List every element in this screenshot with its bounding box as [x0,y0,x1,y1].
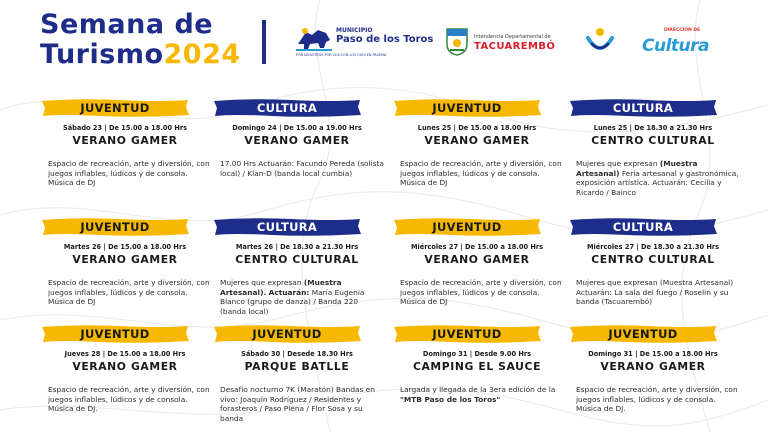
category-label: JUVENTUD [80,101,150,115]
event-date-time: Lunes 25 | De 18.30 a 21.30 Hrs [593,124,713,132]
event-description [48,159,213,188]
category-banner [212,97,362,119]
category-banner [568,216,718,238]
category-label: JUVENTUD [432,220,502,234]
figure-logo [582,24,618,60]
description-text: Mujeres que expresan (Muestra Artesanal) Actuarán: La sala del fuego / Roselin y su banda (Tacuarembó) [576,278,734,307]
coat-of-arms-icon [446,26,468,56]
description-text: Largada y llegada de la 3era edición de la [400,385,556,394]
event-date-time: Sábado 30 | Desede 18.30 Hrs [241,350,353,358]
description-text: Espacio de recreación, arte y diversión, con juegos inflables, lúdicos y de consola. Música de DJ [48,278,210,307]
event-date-time: Miércoles 27 | De 15.00 a 18.00 Hrs [410,243,544,251]
description-bold-text: (Muestra Artesanal) [576,159,698,178]
description-text: María Eugenia Blanco (grupo de danza) / Banda 220 (banda local) [220,287,365,316]
logo-cultura-word: Cultura [642,36,709,56]
description-text: Espacio de recreación, arte y diversión, con juegos inflables, lúdicos y de consola. Música de DJ. [576,385,738,414]
event-name: VERANO GAMER [424,253,530,266]
category-label: JUVENTUD [432,101,502,115]
category-label: JUVENTUD [252,327,322,341]
event-description [220,159,385,178]
description-text: Espacio de recreación, arte y diversión, con juegos inflables, lúdicos y de consola. Música de DJ. [48,385,210,414]
category-banner [40,216,190,238]
category-banner [212,323,362,345]
event-description [220,385,385,423]
event-description [48,278,213,307]
event-description [400,385,565,404]
event-name: PARQUE BATLLE [244,360,350,373]
category-label: CULTURA [612,220,674,234]
description-text: Desafío nocturno 7K (Maratón) Bandas en vivo: Joaquín Rodríguez / Residentes y forasteros / Paso Plena / Flor Sosa y su banda [220,385,375,423]
event-date-time: Domingo 24 | De 15.00 a 19.00 Hrs [232,124,362,132]
header-divider [262,20,266,64]
event-date-time: Sábado 23 | De 15.00 a 18.00 Hrs [62,124,188,132]
logo-intendencia-label: Intendencia Departamental de [474,34,551,40]
event-date-time: Domingo 31 | De 15.00 a 18.00 Hrs [588,350,718,358]
event-name: VERANO GAMER [244,134,350,147]
event-description [400,159,565,188]
event-name: CENTRO CULTURAL [591,253,715,266]
logo-municipio-label: MUNICIPIO [336,27,373,34]
event-date-time: Jueves 28 | De 15.00 a 18.00 Hrs [64,350,186,358]
event-description [220,278,385,316]
description-text: Espacio de recreación, arte y diversión, con juegos inflables, lúdicos y de consola. Música de DJ [400,278,562,307]
event-name: VERANO GAMER [72,134,178,147]
logo-city-name: Paso de los Toros [336,34,434,45]
title-year: 2024 [163,39,241,70]
event-date-time: Martes 26 | De 15.00 a 18.00 Hrs [63,243,187,251]
category-banner [40,323,190,345]
event-date-time: Miércoles 27 | De 18.30 a 21.30 Hrs [586,243,720,251]
event-title [40,10,270,70]
person-swoosh-icon [582,24,618,60]
logo-direccion-label: DIRECCIÓN DE [664,28,701,33]
description-text: Espacio de recreación, arte y diversión, con juegos inflables, lúdicos y de consola. Música de DJ [48,159,210,188]
event-name: VERANO GAMER [600,360,706,373]
paso-de-los-toros-logo [296,26,434,58]
description-text: Feria artesanal y gastronómica, exposición artística. Actuarán: Cecilia y Ricardo / Bainco [576,168,739,197]
tacuarembo-logo [446,26,566,60]
event-description [400,278,565,307]
description-text: Mujeres que expresan [576,159,660,168]
category-banner [568,323,718,345]
title-line-1: Semana de [40,9,214,40]
description-text: 17.00 Hrs Actuarán: Facundo Pereda (solista local) / Klan-D (banda local cumbia) [220,159,384,178]
title-word: Turismo [40,39,164,70]
category-label: JUVENTUD [80,220,150,234]
description-text: Espacio de recreación, arte y diversión, con juegos inflables, lúdicos y de consola. Música de DJ [400,159,562,188]
category-banner [392,97,542,119]
event-name: VERANO GAMER [424,134,530,147]
category-banner [568,97,718,119]
event-date-time: Martes 26 | De 18.30 a 21.30 Hrs [235,243,359,251]
bull-icon [296,26,332,52]
event-description [576,159,741,197]
direccion-de-cultura-logo [640,24,718,60]
category-label: CULTURA [256,220,318,234]
category-banner [212,216,362,238]
event-description [576,385,741,414]
event-name: CAMPING EL SAUCE [412,360,542,373]
category-label: JUVENTUD [80,327,150,341]
category-label: JUVENTUD [432,327,502,341]
description-bold-text: "MTB Paso de los Toros" [400,394,501,404]
description-bold-text: Actuarán: [268,287,310,297]
category-label: CULTURA [256,101,318,115]
logo-department-name: TACUAREMBÓ [474,41,556,52]
event-name: VERANO GAMER [72,253,178,266]
event-description [576,278,741,307]
event-name: VERANO GAMER [72,360,178,373]
category-banner [392,216,542,238]
category-label: JUVENTUD [608,327,678,341]
logo-motto: POR NOSOTROS POR VOS CON LOS OJOS EN PASEMA [296,53,387,57]
description-bold-text: (Muestra Artesanal). [220,278,342,297]
category-label: CULTURA [612,101,674,115]
category-banner [392,323,542,345]
event-name: CENTRO CULTURAL [591,134,715,147]
description-text: Mujeres que expresan [220,278,304,287]
event-date-time: Domingo 31 | Desde 9.00 Hrs [422,350,532,358]
event-name: CENTRO CULTURAL [235,253,359,266]
event-date-time: Lunes 25 | De 15.00 a 18.00 Hrs [417,124,537,132]
title-line-2 [40,40,270,70]
category-banner [40,97,190,119]
event-description [48,385,213,414]
